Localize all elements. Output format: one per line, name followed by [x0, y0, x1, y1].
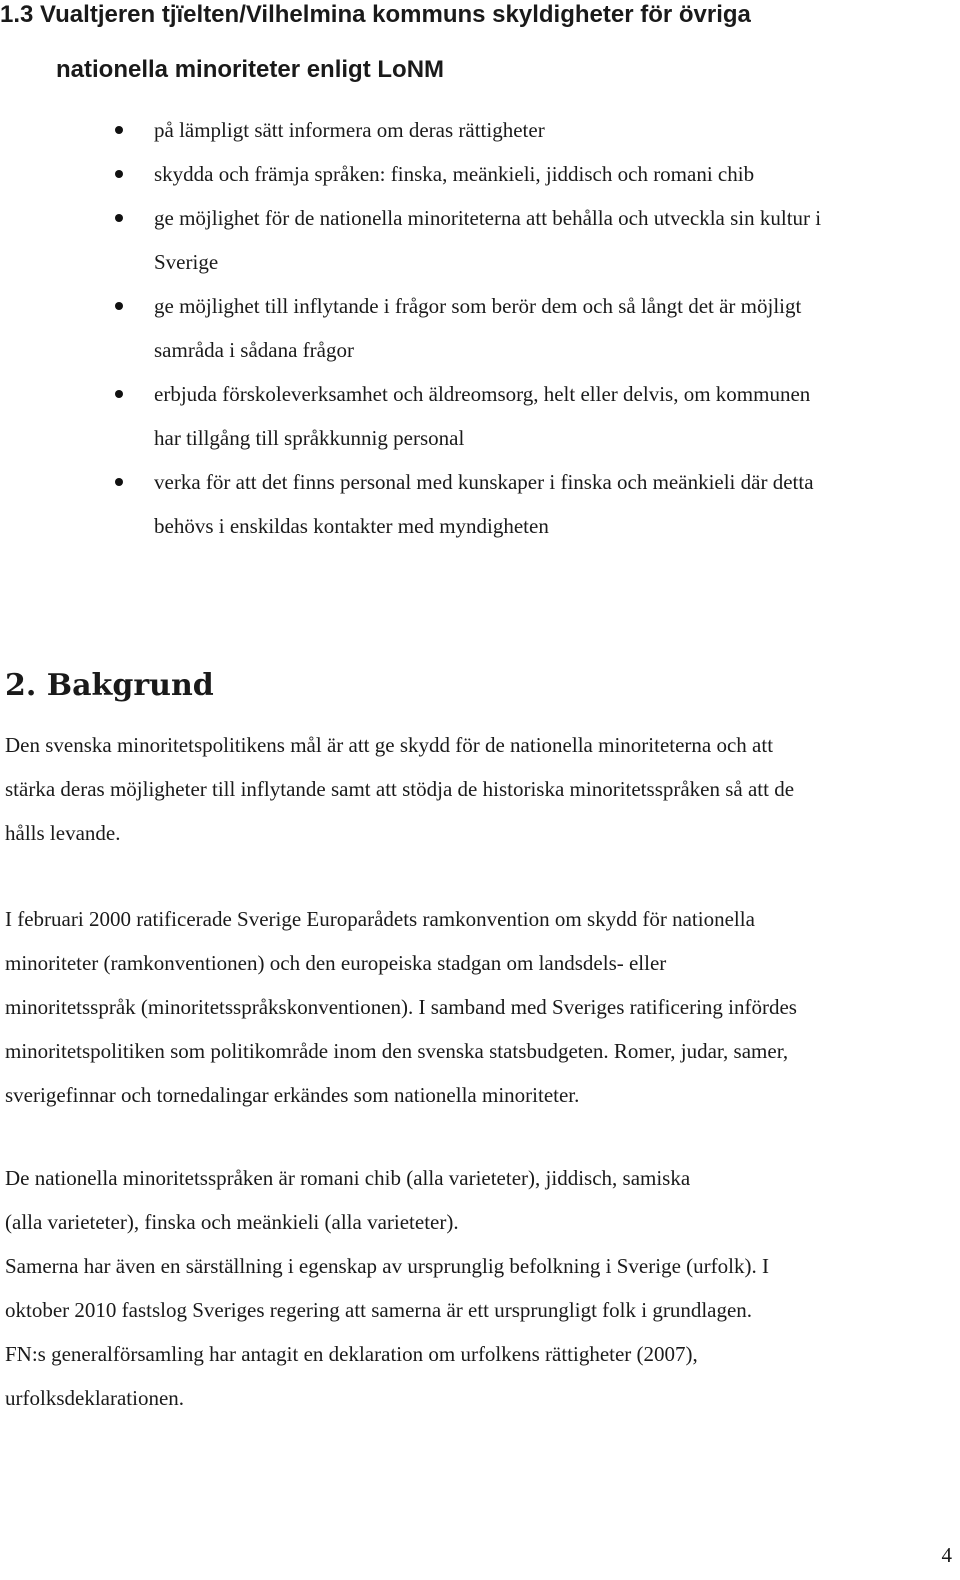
paragraph-line: oktober 2010 fastslog Sveriges regering att samerna är ett ursprungligt folk i grundlagen.	[5, 1298, 753, 1322]
list-item-text: Sverige	[154, 250, 219, 274]
paragraph-minority-policy-goal	[5, 723, 950, 855]
paragraph-minority-languages	[5, 1156, 950, 1420]
section-title-bakgrund: 2. Bakgrund	[5, 668, 214, 703]
list-item-text: har tillgång till språkkunnig personal	[154, 426, 465, 450]
paragraph-line: De nationella minoritetsspråken är romani chib (alla varieteter), jiddisch, samiska	[5, 1166, 691, 1190]
paragraph-line: (alla varieteter), finska och meänkieli (alla varieteter).	[5, 1210, 459, 1234]
paragraph-ratification	[5, 897, 950, 1117]
paragraph-line: minoriteter (ramkonventionen) och den europeiska stadgan om landsdels- eller	[5, 951, 667, 975]
paragraph-line: minoritetsspråk (minoritetsspråkskonventionen). I samband med Sveriges ratificering infördes	[5, 995, 797, 1019]
page-number: 4	[941, 1543, 952, 1567]
list-item	[0, 372, 944, 460]
paragraph-line: urfolksdeklarationen.	[5, 1386, 185, 1410]
list-item-text: ge möjlighet till inflytande i frågor som berör dem och så långt det är möjligt	[154, 294, 802, 318]
paragraph-line: I februari 2000 ratificerade Sverige Europarådets ramkonvention om skydd för nationella	[5, 907, 755, 931]
list-item	[0, 108, 944, 152]
bullet-icon	[115, 390, 123, 398]
paragraph-line: sverigefinnar och tornedalingar erkändes som nationella minoriteter.	[5, 1083, 580, 1107]
section-heading-line-2: nationella minoriteter enligt LoNM	[56, 56, 445, 83]
bullet-icon	[115, 478, 123, 486]
bullet-icon	[115, 126, 123, 134]
list-item-text: skydda och främja språken: finska, meänkieli, jiddisch och romani chib	[154, 162, 755, 186]
list-item-text: på lämpligt sätt informera om deras rättigheter	[154, 118, 545, 142]
obligations-list	[0, 108, 960, 548]
paragraph-line: minoritetspolitiken som politikområde inom den svenska statsbudgeten. Romer, judar, samer,	[5, 1039, 789, 1063]
list-item-text: behövs i enskildas kontakter med myndigheten	[154, 514, 549, 538]
bullet-icon	[115, 302, 123, 310]
paragraph-line: FN:s generalförsamling har antagit en deklaration om urfolkens rättigheter (2007),	[5, 1342, 698, 1366]
list-item	[0, 460, 944, 548]
list-item-text: samråda i sådana frågor	[154, 338, 354, 362]
section-heading-line-1: 1.3 Vualtjeren tjïelten/Vilhelmina kommuns skyldigheter för övriga	[0, 1, 751, 28]
list-item-text: erbjuda förskoleverksamhet och äldreomsorg, helt eller delvis, om kommunen	[154, 382, 811, 406]
paragraph-line: stärka deras möjligheter till inflytande samt att stödja de historiska minoritetsspråken så att de	[5, 777, 795, 801]
list-item	[0, 284, 944, 372]
paragraph-line: Den svenska minoritetspolitikens mål är att ge skydd för de nationella minoriteterna och att	[5, 733, 774, 757]
list-item	[0, 196, 944, 284]
bullet-icon	[115, 170, 123, 178]
paragraph-line: hålls levande.	[5, 821, 121, 845]
list-item	[0, 152, 944, 196]
paragraph-line: Samerna har även en särställning i egenskap av ursprunglig befolkning i Sverige (urfolk). I	[5, 1254, 769, 1278]
list-item-text: verka för att det finns personal med kunskaper i finska och meänkieli där detta	[154, 470, 814, 494]
list-item-text: ge möjlighet för de nationella minoriteterna att behålla och utveckla sin kultur i	[154, 206, 822, 230]
bullet-icon	[115, 214, 123, 222]
